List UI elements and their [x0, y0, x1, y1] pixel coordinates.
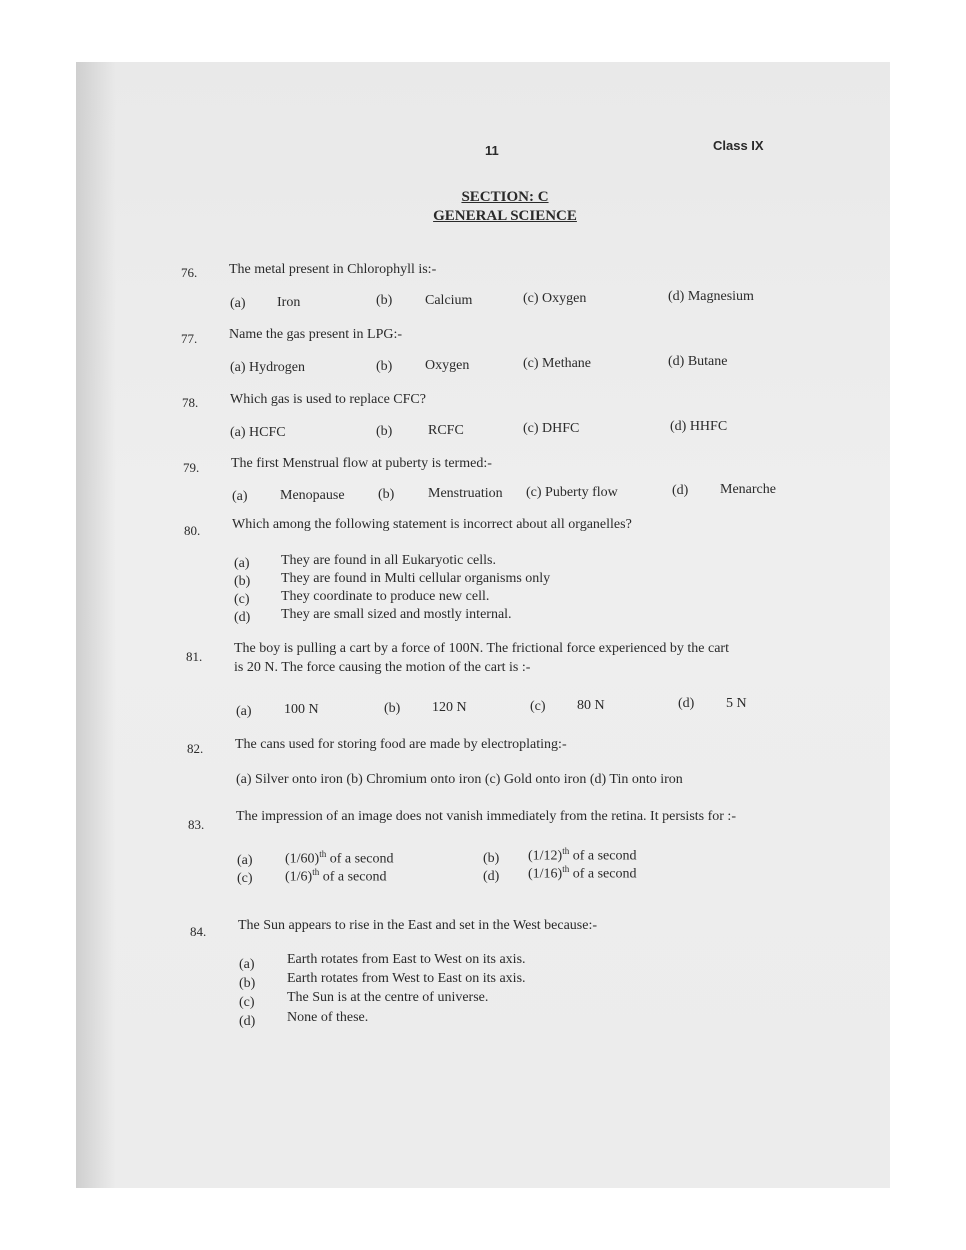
section-title: SECTION: C — [461, 189, 549, 205]
question-text: The cans used for storing food are made by electroplating:- — [235, 737, 567, 752]
option-text: 120 N — [432, 700, 467, 715]
option-text: 5 N — [726, 696, 747, 711]
ordinal-suffix: th — [562, 864, 570, 874]
option-label: (b) — [483, 851, 500, 866]
option-label: (b) — [234, 574, 251, 589]
question-number: 83. — [188, 817, 205, 832]
option-text: (d) Butane — [668, 354, 728, 369]
option-text: They are found in Multi cellular organisms only — [281, 571, 551, 586]
question-number: 79. — [183, 460, 200, 475]
option-unit: of a second — [319, 869, 387, 885]
option-text: (d) HHFC — [670, 419, 728, 434]
option-text: (a) HCFC — [230, 425, 286, 440]
option-text — [285, 867, 387, 886]
question-number: 81. — [186, 649, 203, 664]
option-text: They are found in all Eukaryotic cells. — [281, 553, 496, 568]
paper-sheet — [76, 62, 890, 1188]
option-label: (c) — [530, 699, 546, 714]
option-text — [528, 864, 637, 883]
option-text: Calcium — [425, 293, 473, 308]
option-value: (1/16) — [528, 866, 563, 882]
ordinal-suffix: th — [562, 846, 570, 856]
option-text: (d) Magnesium — [668, 289, 754, 304]
class-label: Class IX — [713, 138, 764, 153]
option-text — [285, 849, 394, 868]
binding-shadow — [76, 62, 116, 1188]
option-label: (c) — [234, 592, 250, 607]
option-unit: of a second — [569, 866, 637, 882]
option-label: (b) — [376, 359, 393, 374]
ordinal-suffix: th — [312, 867, 320, 877]
option-label: (a) — [236, 704, 252, 719]
option-text: RCFC — [428, 423, 464, 438]
question-text-line-2: is 20 N. The force causing the motion of the cart is :- — [234, 660, 531, 675]
option-text: Oxygen — [425, 358, 470, 373]
option-unit: of a second — [326, 851, 394, 867]
question-number: 82. — [187, 741, 204, 756]
option-text: Menstruation — [428, 486, 503, 501]
question-text: The Sun appears to rise in the East and set in the West because:- — [238, 918, 598, 933]
ordinal-suffix: th — [319, 849, 327, 859]
option-unit: of a second — [569, 848, 637, 864]
option-label: (b) — [239, 976, 256, 991]
option-text: (c) Methane — [523, 356, 592, 371]
page-number: 11 — [485, 143, 499, 158]
option-label: (d) — [483, 869, 500, 884]
option-text: Earth rotates from West to East on its axis. — [287, 971, 526, 986]
question-text-line-1: The boy is pulling a cart by a force of 100N. The frictional force experienced by the cart — [234, 641, 729, 656]
option-value: (1/60) — [285, 851, 320, 867]
option-text: Iron — [277, 295, 301, 310]
option-text: 80 N — [577, 698, 605, 713]
option-text: (c) Oxygen — [523, 291, 587, 306]
option-text — [528, 846, 637, 865]
option-text: They coordinate to produce new cell. — [281, 589, 490, 604]
question-text: Name the gas present in LPG:- — [229, 327, 403, 342]
option-label: (a) — [230, 296, 246, 311]
option-label: (b) — [378, 487, 395, 502]
option-text: Menopause — [280, 488, 345, 503]
option-label: (d) — [672, 483, 689, 498]
option-label: (a) — [234, 556, 250, 571]
option-label: (b) — [376, 424, 393, 439]
question-text: Which among the following statement is incorrect about all organelles? — [232, 517, 632, 532]
option-label: (a) — [239, 957, 255, 972]
option-label: (c) — [239, 995, 255, 1010]
question-text: The impression of an image does not vanish immediately from the retina. It persists for :- — [236, 809, 736, 824]
option-label: (c) — [237, 871, 253, 886]
question-number: 84. — [190, 924, 207, 939]
question-number: 76. — [181, 265, 198, 280]
option-text: (a) Hydrogen — [230, 360, 306, 375]
question-number: 77. — [181, 331, 198, 346]
option-label: (a) — [232, 489, 248, 504]
question-number: 80. — [184, 523, 201, 538]
option-text: 100 N — [284, 702, 319, 717]
question-text: Which gas is used to replace CFC? — [230, 392, 426, 407]
option-text: (c) Puberty flow — [526, 485, 618, 500]
question-number: 78. — [182, 395, 199, 410]
option-text: (c) DHFC — [523, 421, 580, 436]
option-text: The Sun is at the centre of universe. — [287, 990, 489, 1005]
option-text: They are small sized and mostly internal. — [281, 607, 512, 622]
option-label: (b) — [376, 293, 393, 308]
option-text: Menarche — [720, 482, 776, 497]
section-subtitle: GENERAL SCIENCE — [433, 208, 577, 224]
option-label: (d) — [234, 610, 251, 625]
option-label: (a) — [237, 853, 253, 868]
option-list: (a) Silver onto iron (b) Chromium onto iron (c) Gold onto iron (d) Tin onto iron — [236, 772, 683, 787]
option-value: (1/6) — [285, 869, 313, 885]
option-text: Earth rotates from East to West on its axis. — [287, 952, 526, 967]
question-text: The metal present in Chlorophyll is:- — [229, 262, 437, 277]
option-text: None of these. — [287, 1010, 369, 1025]
option-value: (1/12) — [528, 848, 563, 864]
option-label: (d) — [678, 696, 695, 711]
option-label: (d) — [239, 1014, 256, 1029]
option-label: (b) — [384, 701, 401, 716]
question-text: The first Menstrual flow at puberty is termed:- — [231, 456, 492, 471]
